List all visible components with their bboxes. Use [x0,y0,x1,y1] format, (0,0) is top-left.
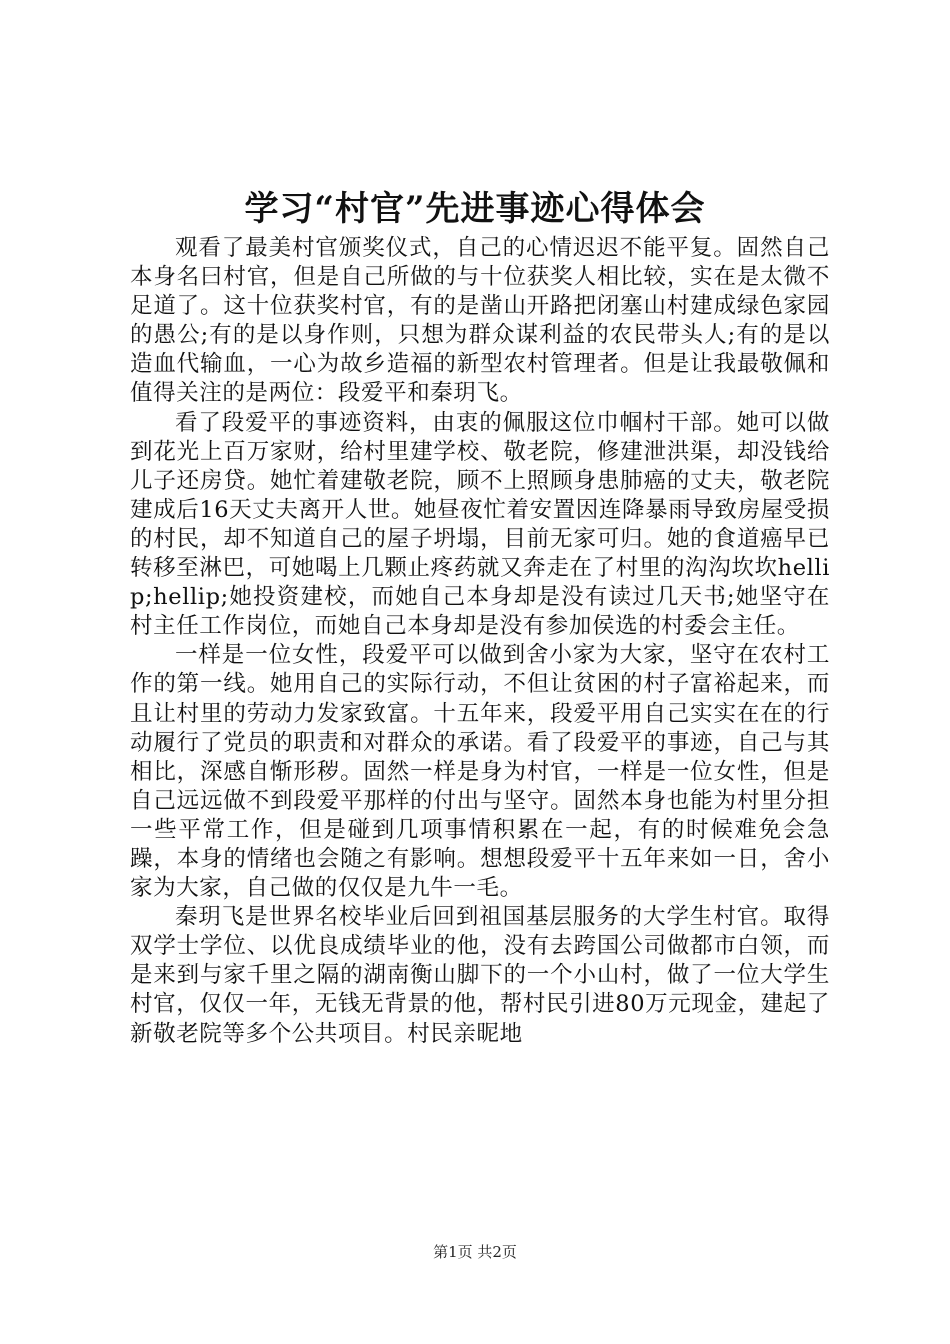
paragraph-1: 观看了最美村官颁奖仪式，自己的心情迟迟不能平复。固然自己本身名曰村官，但是自己所做的与十位获奖人相比较，实在是太微不足道了。这十位获奖村官，有的是凿山开路把闭塞山村建成绿色家园的愚公;有的是以身作则，只想为群众谋利益的农民带头人;有的是以造血代输血，一心为故乡造福的新型农村管理者。但是让我最敬佩和值得关注的是两位：段爱平和秦玥飞。 [130,235,830,407]
document-title: 学习“村官”先进事迹心得体会 [244,189,706,229]
paragraph-3: 一样是一位女性，段爱平可以做到舍小家为大家，坚守在农村工作的第一线。她用自己的实际行动，不但让贫困的村子富裕起来，而且让村里的劳动力发家致富。十五年来，段爱平用自己实实在在的行动履行了党员的职责和对群众的承诺。看了段爱平的事迹，自己与其相比，深感自惭形秽。固然一样是身为村官，一样是一位女性，但是自己远远做不到段爱平那样的付出与坚守。固然本身也能为村里分担一些平常工作，但是碰到几项事情积累在一起，有的时候难免会急躁，本身的情绪也会随之有影响。想想段爱平十五年来如一日，舍小家为大家，自己做的仅仅是九牛一毛。 [130,642,830,902]
paragraph-4: 秦玥飞是世界名校毕业后回到祖国基层服务的大学生村官。取得双学士学位、以优良成绩毕业的他，没有去跨国公司做都市白领，而是来到与家千里之隔的湖南衡山脚下的一个小山村，做了一位大学生村官，仅仅一年，无钱无背景的他，帮村民引进80万元现金，建起了新敬老院等多个公共项目。村民亲昵地 [130,904,830,1047]
page-footer: 第1页 共2页 [433,1243,517,1261]
document-body [130,234,830,1049]
paragraph-2: 看了段爱平的事迹资料，由衷的佩服这位巾帼村干部。她可以做到花光上百万家财，给村里建学校、敬老院，修建泄洪渠，却没钱给儿子还房贷。她忙着建敬老院，顾不上照顾身患肺癌的丈夫，敬老院建成后16天丈夫离开人世。她昼夜忙着安置因连降暴雨导致房屋受损的村民，却不知道自己的屋子坍塌，目前无家可归。她的食道癌早已转移至淋巴，可她喝上几颗止疼药就又奔走在了村里的沟沟坎坎hellip;hellip;她投资建校，而她自己本身却是没有读过几天书;她坚守在村主任工作岗位，而她自己本身却是没有参加侯选的村委会主任。 [130,409,830,640]
